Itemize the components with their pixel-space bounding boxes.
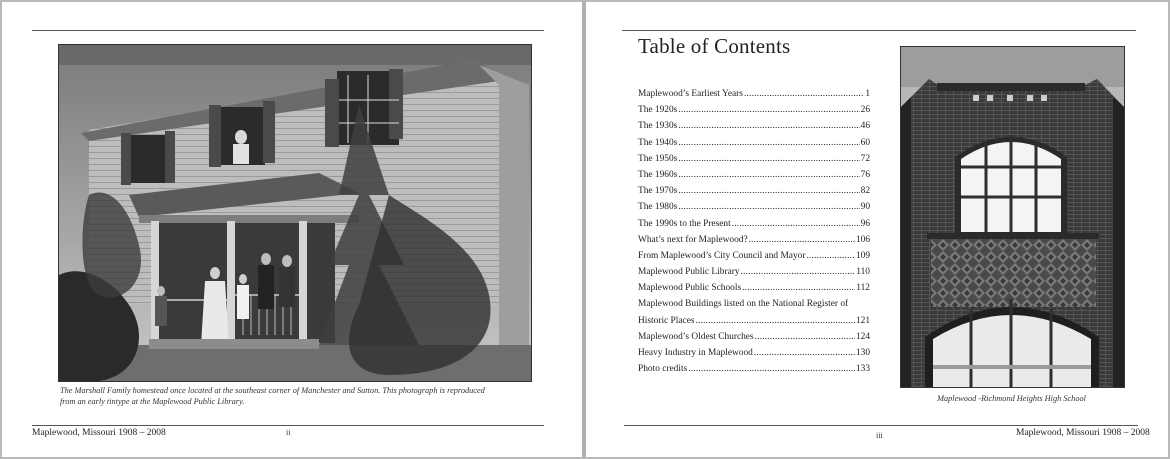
homestead-photo-image bbox=[59, 45, 531, 381]
toc-entry-page: 72 bbox=[860, 153, 870, 164]
toc-entry[interactable] bbox=[638, 264, 870, 280]
left-page bbox=[2, 2, 582, 457]
toc-entry-page: 60 bbox=[860, 137, 870, 148]
toc-entry-label: What’s next for Maplewood? bbox=[638, 234, 748, 245]
toc-entry-label: The 1980s bbox=[638, 202, 678, 213]
toc-entry-page: 124 bbox=[855, 331, 870, 342]
right-footer-title: Maplewood, Missouri 1908 – 2008 bbox=[1016, 428, 1150, 438]
toc-entry-label: The 1970s bbox=[638, 186, 678, 197]
footer-rule bbox=[624, 425, 1138, 426]
toc-entry-label: Heavy Industry in Maplewood bbox=[638, 348, 753, 359]
toc-entry-label: Photo credits bbox=[638, 364, 688, 375]
toc-entry-page: 133 bbox=[855, 364, 870, 375]
toc-entry-label: The 1950s bbox=[638, 153, 678, 164]
toc-entry-label-continued: Historic Places bbox=[638, 315, 695, 326]
high-school-photo bbox=[900, 46, 1125, 388]
toc-entry[interactable] bbox=[638, 86, 870, 102]
toc-entry-page: 109 bbox=[855, 250, 870, 261]
toc-entry-label: The 1960s bbox=[638, 169, 678, 180]
toc-entry[interactable] bbox=[638, 280, 870, 296]
toc-entry-page: 106 bbox=[855, 234, 870, 245]
toc-entry-page: 82 bbox=[860, 186, 870, 197]
toc-entry[interactable] bbox=[638, 345, 870, 361]
toc-entry-page: 90 bbox=[860, 202, 870, 213]
toc-entry-page: 46 bbox=[860, 121, 870, 132]
toc-entry[interactable] bbox=[638, 232, 870, 248]
toc-entry[interactable] bbox=[638, 167, 870, 183]
toc-entry[interactable] bbox=[638, 102, 870, 118]
toc-entry[interactable] bbox=[638, 296, 870, 328]
toc-entry-label: Maplewood’s Earliest Years bbox=[638, 89, 743, 99]
toc-entry-page: 130 bbox=[855, 348, 870, 359]
toc-entry-label: From Maplewood’s City Council and Mayor bbox=[638, 250, 806, 261]
toc-entry-label: Maplewood Public Schools bbox=[638, 283, 742, 294]
toc-entry[interactable] bbox=[638, 118, 870, 134]
book-spread bbox=[2, 2, 1168, 457]
toc-entry-page: 110 bbox=[856, 267, 870, 278]
toc-entry[interactable] bbox=[638, 361, 870, 377]
toc-entry[interactable] bbox=[638, 135, 870, 151]
toc-entry-page: 112 bbox=[856, 283, 870, 294]
high-school-photo-caption: Maplewood -Richmond Heights High School bbox=[937, 394, 1086, 403]
toc-entry-page: 26 bbox=[860, 105, 870, 116]
toc-entry-label: The 1920s bbox=[638, 105, 678, 116]
toc-entry-page: 76 bbox=[860, 169, 870, 180]
left-page-number: ii bbox=[286, 428, 291, 437]
right-page bbox=[586, 2, 1168, 457]
toc-entry-label: Maplewood Buildings listed on the National Register of bbox=[638, 299, 849, 310]
homestead-photo-caption: The Marshall Family homestead once located at the southeast corner of Manchester and Sutton. This photograph is reproduced from an early tintype at the Maplewood Public Library. bbox=[60, 386, 485, 406]
toc-entry-page: 121 bbox=[855, 315, 870, 326]
homestead-photo bbox=[58, 44, 532, 382]
toc-entry[interactable] bbox=[638, 183, 870, 199]
header-rule bbox=[622, 30, 1136, 31]
left-footer-title: Maplewood, Missouri 1908 – 2008 bbox=[32, 428, 166, 438]
toc-entry-page: 96 bbox=[860, 218, 870, 229]
toc-entry[interactable] bbox=[638, 216, 870, 232]
header-rule bbox=[32, 30, 544, 31]
toc-entry[interactable] bbox=[638, 151, 870, 167]
table-of-contents bbox=[638, 86, 870, 377]
toc-entry-label: The 1990s to the Present bbox=[638, 218, 731, 229]
toc-entry-label: The 1930s bbox=[638, 121, 678, 132]
right-page-number: iii bbox=[876, 431, 883, 440]
high-school-photo-image bbox=[901, 47, 1124, 387]
toc-entry-label: Maplewood’s Oldest Churches bbox=[638, 331, 754, 342]
footer-rule bbox=[32, 425, 544, 426]
toc-entry[interactable] bbox=[638, 248, 870, 264]
toc-entry[interactable] bbox=[638, 329, 870, 345]
toc-entry[interactable] bbox=[638, 199, 870, 215]
toc-entry-label: The 1940s bbox=[638, 137, 678, 148]
toc-entry-label: Maplewood Public Library bbox=[638, 267, 740, 278]
toc-title: Table of Contents bbox=[638, 34, 791, 58]
toc-entry-page: 1 bbox=[865, 89, 870, 99]
